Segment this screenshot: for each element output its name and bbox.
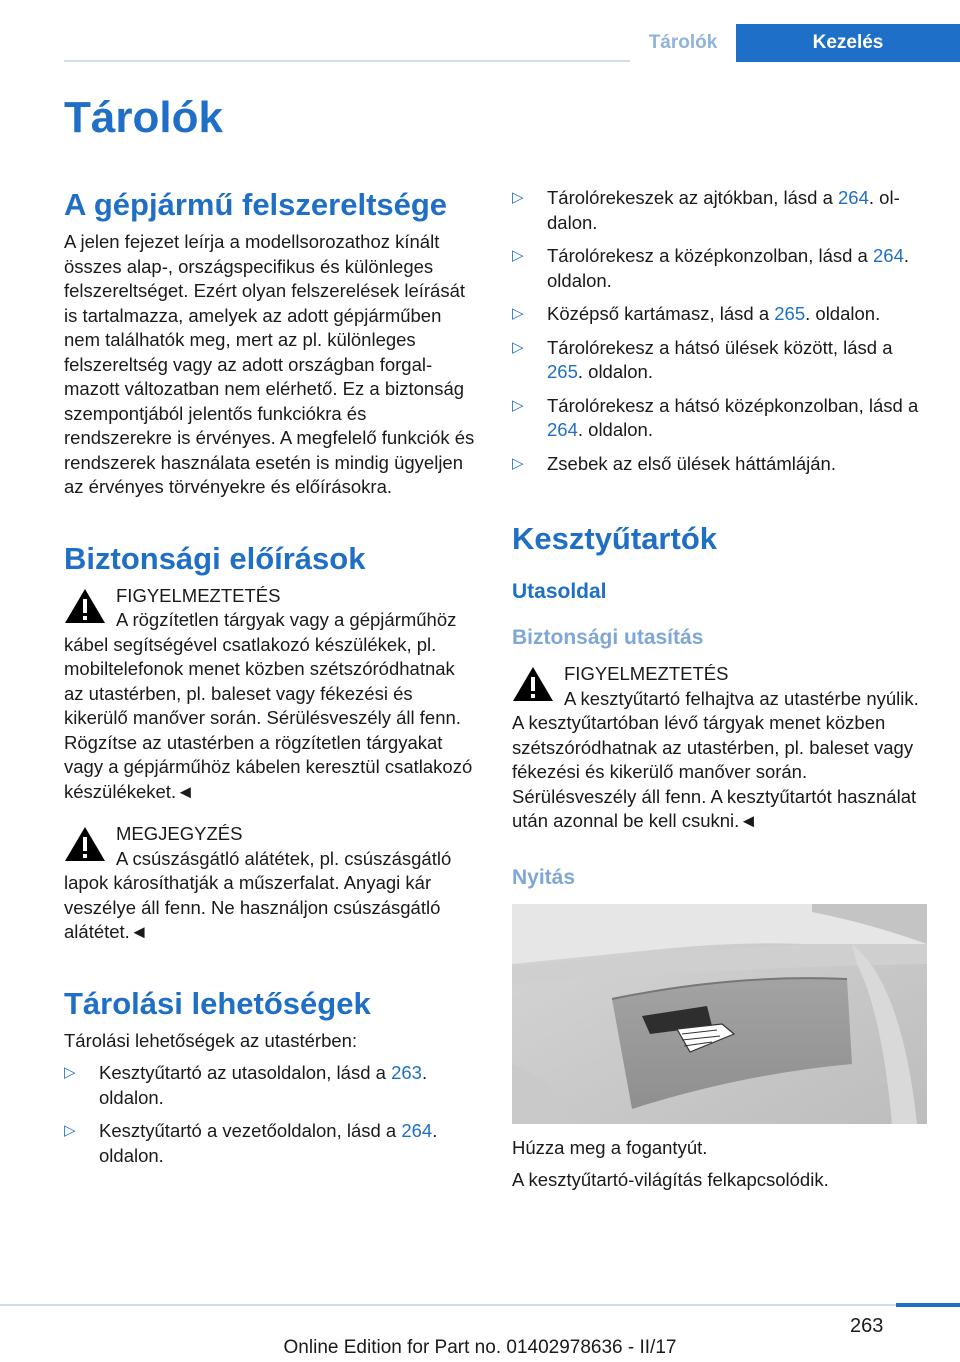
subsection-passenger-side: Utasoldal [512, 580, 607, 603]
storage-list-right [512, 186, 927, 476]
tab-section[interactable]: Tárolók [630, 24, 736, 62]
storage-intro: Tárolási lehetőségek az utastérben: [64, 1029, 358, 1051]
section-title-storage: Tárolási lehetőségek [64, 985, 371, 1021]
subsection-opening: Nyitás [512, 865, 576, 889]
warning-block-2 [512, 662, 927, 834]
section-title-safety: Biztonsági előírások [64, 540, 366, 576]
subsection-safety-note: Biztonsági utasítás [512, 626, 704, 649]
footer-accent [896, 1303, 960, 1307]
footer-rule [0, 1304, 960, 1306]
glovebox-photo [512, 904, 927, 1124]
list-item: ▷ Kesztyűtartó az utasoldalon, lásd a 263. oldalon. [64, 1062, 428, 1108]
bullet-triangle-icon: ▷ [512, 454, 524, 472]
list-item: ▷ Tárolórekesz a középkonzolban, lásd a 264. oldalon. [512, 245, 910, 291]
page-link[interactable]: 264 [838, 187, 869, 208]
notice-title: MEGJEGYZÉS [116, 823, 243, 844]
bullet-triangle-icon: ▷ [512, 247, 524, 264]
warning-text: A kesztyűtartó felhajtva az utastérbe nyúlik. A kesztyűtartóban lévő tárgyak menet közben szétszóródhatnak az utastérben, pl. baleset vagy fékezési és kikerülő manőver során. Sérülésveszély áll fenn. A kesztyűtartót használat után azonnal be kell csukni.◄ [512, 687, 919, 831]
instruction-step-2: A kesztyűtartó-világítás felkapcsolódik. [512, 1169, 829, 1190]
page-link[interactable]: 265 [774, 303, 806, 324]
storage-list-left [64, 1061, 479, 1168]
right-column [512, 186, 927, 1193]
warning-title: FIGYELMEZTETÉS [564, 663, 729, 684]
list-item: ▷ Zsebek az első ülések háttámláján. [512, 452, 927, 477]
page-link[interactable]: 264 [873, 245, 904, 266]
notice-icon [64, 826, 106, 862]
page-number: 263 [850, 1315, 884, 1337]
page-title: Tárolók [64, 93, 223, 142]
equipment-paragraph: A jelen fejezet leírja a modellsorozathoz kínált összes alap-, országspecifikus és különleges felszereltséget. Ezért olyan felszerelések leírását is tartalmazza, amelyek az adott gépjárműben nem találhatók meg, mert az pl. különleges felszereltség vagy az adott országban forgalmazott változatban nem elérhető. Ez a biztonság szempontjából jelentős funkciókra és rendszerekre is érvényes. A megfelelő funkciók és rendszerek használata esetén is mindig ügyeljen az érvényes törvényekre és előírásokra. [64, 231, 475, 497]
warning-icon [512, 666, 554, 702]
list-item: ▷ Tárolórekeszek az ajtókban, lásd a 264. oldalon. [512, 187, 900, 233]
bullet-triangle-icon: ▷ [64, 1122, 76, 1139]
bullet-triangle-icon: ▷ [512, 189, 524, 206]
bullet-triangle-icon: ▷ [64, 1064, 76, 1081]
left-column [64, 186, 479, 1177]
page-link[interactable]: 264 [547, 419, 578, 440]
list-item: ▷ Tárolórekesz a hátsó középkonzolban, lásd a 264. oldalon. [512, 394, 919, 440]
warning-title: FIGYELMEZTETÉS [116, 584, 281, 606]
page-link[interactable]: 264 [401, 1120, 433, 1141]
edition-footer: Online Edition for Part no. 01402978636 - II/17 [283, 1337, 677, 1358]
instruction-step-1: Húzza meg a fogantyút. [512, 1136, 708, 1158]
tab-active[interactable]: Kezelés [736, 24, 960, 62]
warning-text: A rögzítetlen tárgyak vagy a gépjárműhöz kábel segítségével csatlakozó készülékek, pl. mobiltelefonok menet közben szétszóródhatnak az utastérben, pl. baleset vagy fékezési és kikerülő manőver során. Sérülésveszély áll fenn. Rögzítse az utastérben a rögzítetlen tárgyakat vagy a gépjárműhöz kábelen keresztül csatlakozó készülékeket.◄ [64, 609, 473, 802]
bullet-triangle-icon: ▷ [512, 338, 524, 356]
list-item: ▷ Tárolórekesz a hátsó ülések között, lásd a 265. oldalon. [512, 336, 893, 382]
bullet-triangle-icon: ▷ [512, 396, 524, 414]
warning-icon [64, 588, 106, 624]
section-title-equipment: A gépjármű felszereltsége [64, 187, 448, 222]
bullet-triangle-icon: ▷ [512, 305, 524, 322]
list-item: ▷ Középső kartámasz, lásd a 265. oldalon. [512, 302, 927, 327]
page-link[interactable]: 263 [391, 1062, 422, 1083]
notice-block [64, 822, 479, 945]
list-item: ▷ Kesztyűtartó a vezetőoldalon, lásd a 264. oldalon. [64, 1120, 438, 1166]
notice-text: A csúszásgátló alátétek, pl. csúszásgátló lapok károsíthatják a műszerfalat. Anyagi kár veszélye áll fenn. Ne használjon csúszásgátló alátétet.◄ [64, 847, 452, 942]
warning-block-1 [64, 584, 479, 805]
page-link[interactable]: 265 [547, 361, 578, 382]
section-title-glovebox: Kesztyűtartók [512, 521, 717, 556]
